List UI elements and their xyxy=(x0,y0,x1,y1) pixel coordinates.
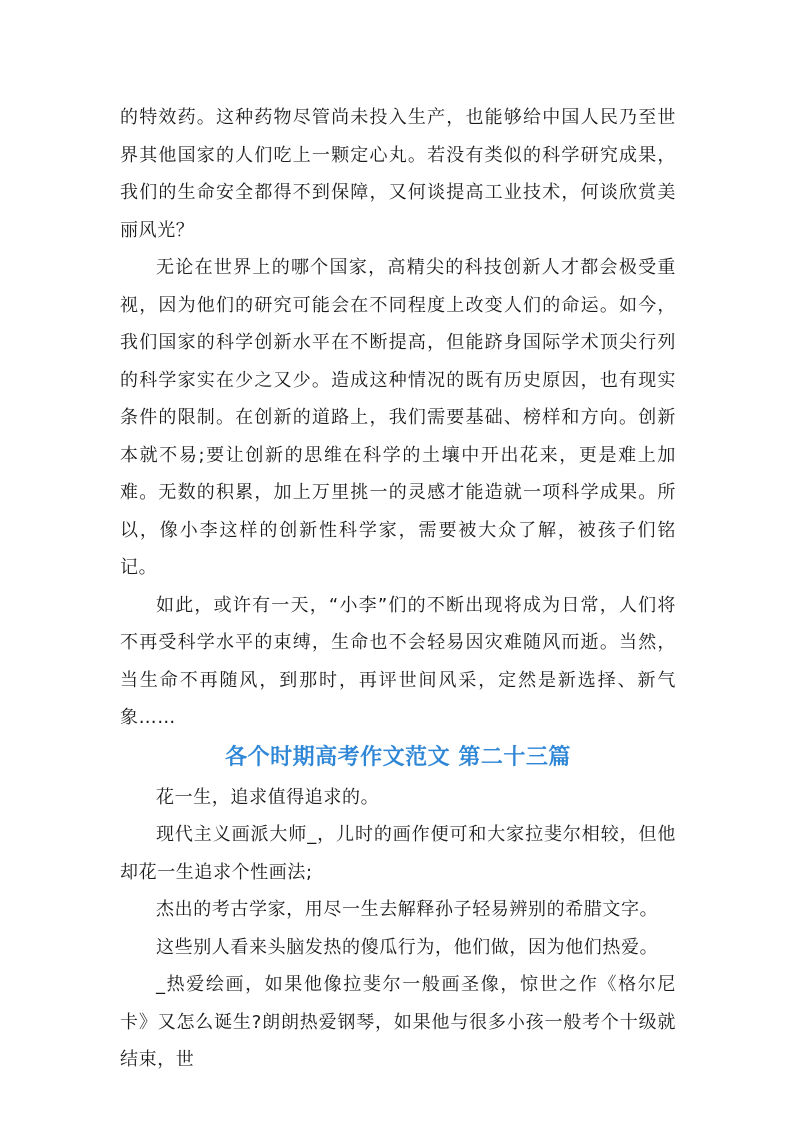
paragraph-opening: 花一生，追求值得追求的。 xyxy=(156,786,380,808)
paragraph-continuation: 的特效药。这种药物尽管尚未投入生产，也能够给中国人民乃至世界其他国家的人们吃上一颗定心丸。若没有类似的科学研究成果，我们的生命安全都得不到保障，又何谈提高工业技术，何谈欣赏美丽风光？ xyxy=(120,107,676,241)
paragraph-examples: _热爱绘画，如果他像拉斐尔一般画圣像，惊世之作《格尔尼卡》又怎么诞生?朗朗热爱钢琴，如果他与很多小孩一般考个十级就结束，世 xyxy=(120,974,676,1070)
section-heading: 各个时期高考作文范文 第二十三篇 xyxy=(225,744,571,770)
paragraph-archaeologist: 杰出的考古学家，用尽一生去解释孙子轻易辨别的希腊文字。 xyxy=(156,899,659,920)
paragraph-painter: 现代主义画派大师_，儿时的画作便可和大家拉斐尔相较，但他却花一生追求个性画法; xyxy=(120,824,676,883)
document-body xyxy=(120,99,676,1079)
paragraph-future: 如此，或许有一天，“小李”们的不断出现将成为日常，人们将不再受科学水平的束缚，生命也不会轻易因灾难随风而逝。当然，当生命不再随风，到那时，再评世间风采，定然是新选择、新气象…… xyxy=(120,594,676,728)
paragraph-passion: 这些别人看来头脑发热的傻瓜行为，他们做，因为他们热爱。 xyxy=(156,936,659,958)
paragraph-innovation-talent: 无论在世界上的哪个国家，高精尖的科技创新人才都会极受重视，因为他们的研究可能会在不同程度上改变人们的命运。如今，我们国家的科学创新水平在不断提高，但能跻身国际学术顶尖行列的科学家实在少之又少。造成这种情况的既有历史原因，也有现实条件的限制。在创新的道路上，我们需要基础、榜样和方向。创新本就不易;要让创新的思维在科学的土壤中开出花来，更是难上加难。无数的积累，加上万里挑一的灵感才能造就一项科学成果。所以，像小李这样的创新性科学家，需要被大众了解，被孩子们铭记。 xyxy=(120,257,676,578)
